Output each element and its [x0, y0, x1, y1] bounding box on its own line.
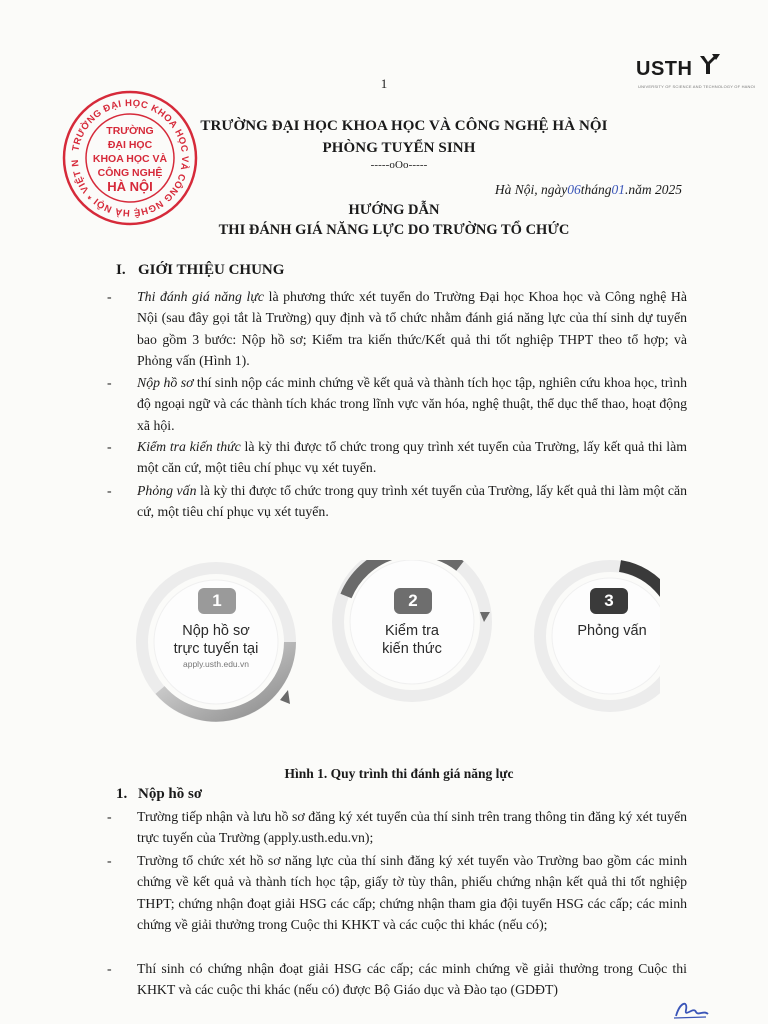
- step-badge: 3: [590, 588, 628, 614]
- section-heading: [116, 262, 284, 279]
- stamp-line: TRƯỜNG: [106, 125, 154, 137]
- university-name: TRƯỜNG ĐẠI HỌC KHOA HỌC VÀ CÔNG NGHỆ HÀ NỘI: [200, 118, 608, 134]
- bullet-text: là phương thức xét tuyển do Trường Đại học Khoa học và Công nghệ Hà Nội (sau đây gọi tắt là Trường) quy định và tổ chức nhằm đánh giá năng lực của thí sinh dự tuyển bao gồm 3 bước: Nộp hồ sơ; Kiểm tra kiến thức/Kết quả thi tốt nghiệp THPT theo tổ hợp; và Phỏng vấn (Hình 1).: [137, 289, 687, 369]
- date-mid: tháng: [580, 182, 612, 197]
- logo-mark-icon: [698, 52, 724, 82]
- doc-title: HƯỚNG DẪN: [348, 202, 440, 218]
- figure-caption: Hình 1. Quy trình thi đánh giá năng lực: [284, 766, 514, 781]
- step-badge: 2: [394, 588, 432, 614]
- list-item: - Thi đánh giá năng lực là phương thức xét tuyển do Trường Đại học Khoa học và Công nghệ Hà Nội (sau đây gọi tắt là Trường) quy định và tổ chức nhằm đánh giá năng lực của thí sinh dự tuyển bao gồm 3 bước: Nộp hồ sơ; Kiểm tra kiến thức/Kết quả thi tốt nghiệp THPT theo tổ hợp; và Phỏng vấn (Hình 1).: [107, 289, 687, 369]
- step-line: Kiểm tra: [385, 623, 439, 639]
- bullet-text: là kỳ thi được tổ chức trong quy trình xét tuyển của Trường, lấy kết quả thi làm một căn cứ, một tiêu chí phục vụ xét tuyển.: [137, 483, 687, 520]
- header-divider: -----oOo-----: [370, 159, 428, 171]
- step-line: Phỏng vấn: [577, 623, 647, 639]
- list-item: - Thí sinh có chứng nhận đoạt giải HSG các cấp; các minh chứng về giải thưởng trong Cuộc thi KHKT và các cuộc thi khác (nếu có) được Bộ Giáo dục và Đào tạo (GDĐT): [115, 958, 687, 1001]
- date-day: 06: [567, 182, 581, 197]
- bullet-text: Trường tổ chức xét hồ sơ năng lực của thí sinh đăng ký xét tuyển vào Trường bao gồm các minh chứng về kết quả và thành tích học tập, giấy tờ tùy thân, phiếu chứng nhận kết quả thi tốt nghiệp THPT; chứng nhận đoạt giải HSG các cấp; chứng nhận tham gia đội tuyển HSG các cấp; các minh chứng về giải thưởng trong Cuộc thi KHKT và các cuộc thi khác (nếu có);: [137, 853, 687, 933]
- svg-text:TRƯỜNG ĐẠI HỌC KHOA HỌC VÀ CÔN: TRƯỜNG ĐẠI HỌC KHOA HỌC VÀ CÔNG NGHỆ HÀ NỘI * VIỆT N: [69, 97, 191, 219]
- step-label: [552, 622, 672, 640]
- logo-subtitle: UNIVERSITY OF SCIENCE AND TECHNOLOGY OF HANOI: [638, 84, 756, 89]
- step-line: Nộp hồ sơ: [182, 623, 250, 639]
- step-label: [156, 622, 276, 670]
- list-item: - Trường tổ chức xét hồ sơ năng lực của thí sinh đăng ký xét tuyển vào Trường bao gồm các minh chứng về kết quả và thành tích học tập, giấy tờ tùy thân, phiếu chứng nhận kết quả thi tốt nghiệp THPT; chứng nhận đoạt giải HSG các cấp; chứng nhận tham gia đội tuyển HSG các cấp; các minh chứng về giải thưởng trong Cuộc thi KHKT và các cuộc thi khác (nếu có);: [115, 850, 687, 936]
- initials-signature-icon: [672, 996, 712, 1020]
- bullet-text: thí sinh nộp các minh chứng về kết quả và thành tích học tập, nghiên cứu khoa học, trình độ ngoại ngữ và các thành tích khác trong lĩnh vực văn hóa, nghệ thuật, thể dục thể thao, hoạt động xã hội.: [137, 375, 687, 433]
- usth-logo: [636, 52, 756, 96]
- bullet-term: Thi đánh giá năng lực: [137, 289, 265, 304]
- list-item: - Kiểm tra kiến thức là kỳ thi được tổ chức trong quy trình xét tuyển của Trường, lấy kết quả thi làm một căn cứ, một tiêu chí phục vụ xét tuyển.: [107, 439, 687, 476]
- step-line: trực tuyến tại: [173, 641, 259, 657]
- list-item: - Nộp hồ sơ thí sinh nộp các minh chứng về kết quả và thành tích học tập, nghiên cứu khoa học, trình độ ngoại ngữ và các thành tích khác trong lĩnh vực văn hóa, nghệ thuật, thể dục thể thao, hoạt động xã hội.: [107, 375, 687, 433]
- bullet-term: Kiểm tra kiến thức: [137, 439, 241, 454]
- bullet-text: Trường tiếp nhận và lưu hồ sơ đăng ký xét tuyển của thí sinh trên trang thông tin đăng ký xét tuyển trực tuyến của Trường (apply.usth.edu.vn);: [137, 809, 687, 846]
- subsection-number: 1.: [116, 786, 128, 802]
- subsection-title: Nộp hồ sơ: [138, 786, 203, 802]
- logo-text: USTH: [636, 58, 693, 80]
- page-number: 1: [380, 76, 388, 91]
- date-month: 01: [611, 182, 625, 197]
- office-name: PHÒNG TUYỂN SINH: [322, 140, 476, 156]
- bullet-term: Phỏng vấn: [137, 483, 197, 498]
- step-url: apply.usth.edu.vn: [183, 659, 249, 669]
- stamp-line: CÔNG NGHỆ: [97, 167, 163, 179]
- section-title: GIỚI THIỆU CHUNG: [138, 262, 285, 278]
- doc-subtitle: THI ĐÁNH GIÁ NĂNG LỰC DO TRƯỜNG TỔ CHỨC: [218, 222, 570, 238]
- list-item: - Trường tiếp nhận và lưu hồ sơ đăng ký xét tuyển của thí sinh trên trang thông tin đăng ký xét tuyển trực tuyến của Trường (apply.usth.edu.vn);: [115, 806, 687, 849]
- section-number: I.: [116, 262, 126, 278]
- date-prefix: Hà Nội, ngày: [494, 182, 568, 197]
- bullet-term: Nộp hồ sơ: [137, 375, 194, 390]
- document-date: [495, 182, 682, 198]
- stamp-line: HÀ NỘI: [107, 179, 153, 194]
- step-line: kiến thức: [382, 641, 442, 657]
- process-figure: [120, 560, 660, 760]
- stamp-line: KHOA HỌC VÀ: [92, 153, 168, 165]
- bullet-text: là kỳ thi được tổ chức trong quy trình xét tuyển của Trường, lấy kết quả thi làm một căn cứ, một tiêu chí phục vụ xét tuyển.: [137, 439, 687, 476]
- step-label: [352, 622, 472, 658]
- bullet-text: Thí sinh có chứng nhận đoạt giải HSG các cấp; các minh chứng về giải thưởng trong Cuộc thi KHKT và các cuộc thi khác (nếu có) được Bộ Giáo dục và Đào tạo (GDĐT): [137, 961, 687, 998]
- date-suffix: .năm 2025: [625, 182, 682, 197]
- subsection-heading: [116, 786, 202, 803]
- list-item: - Phỏng vấn là kỳ thi được tổ chức trong quy trình xét tuyển của Trường, lấy kết quả thi làm một căn cứ, một tiêu chí phục vụ xét tuyển.: [107, 483, 687, 520]
- stamp-line: ĐẠI HỌC: [107, 139, 153, 151]
- step-badge: 1: [198, 588, 236, 614]
